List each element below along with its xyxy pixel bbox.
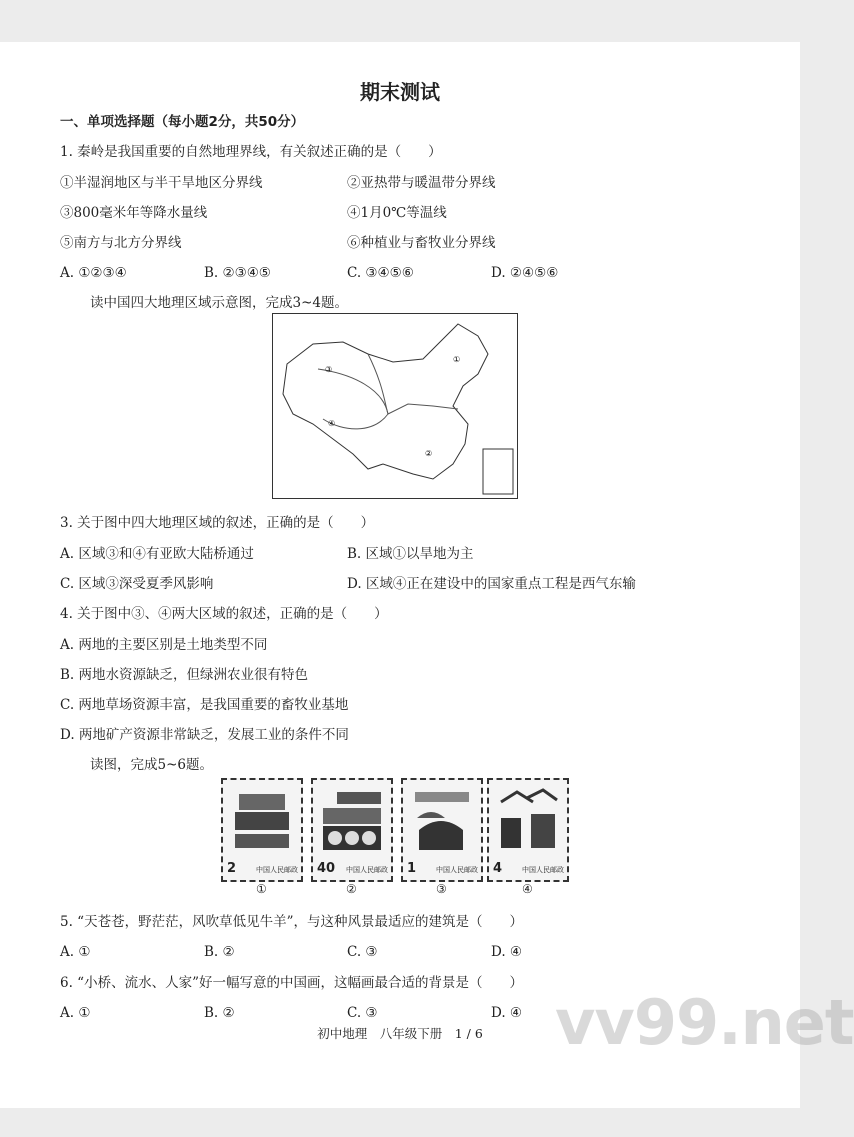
building-icon [231, 788, 293, 850]
map-outline-icon [273, 314, 517, 498]
stamp-value: 4 [493, 861, 503, 876]
question-4: 4. 关于图中③、④两大区域的叙述，正确的是（ ） [60, 606, 388, 622]
q1-option: B. ②③④⑤ [204, 265, 271, 281]
q4-option: B. 两地水资源缺乏，但绿洲农业很有特色 [60, 667, 309, 683]
q5-option: B. ② [204, 944, 235, 960]
region-2-label: ② [425, 449, 433, 458]
q5-option: A. ① [60, 944, 91, 960]
q4-option: C. 两地草场资源丰富，是我国重要的畜牧业基地 [60, 697, 349, 713]
q1-item: ④1月0℃等温线 [347, 205, 447, 221]
q1-item: ③800毫米年等降水量线 [60, 205, 208, 221]
stamp-post: 中国人民邮政 [522, 866, 564, 874]
q1-option: C. ③④⑤⑥ [347, 265, 414, 281]
page-title: 期末测试 [360, 80, 440, 104]
q3-option: C. 区域③深受夏季风影响 [60, 576, 214, 592]
question-6: 6. “小桥、流水、人家”好一幅写意的中国画，这幅画最合适的背景是（ ） [60, 975, 523, 991]
q4-option: D. 两地矿产资源非常缺乏，发展工业的条件不同 [60, 727, 349, 743]
q1-option: D. ②④⑤⑥ [491, 265, 559, 281]
stamp-value: 2 [227, 861, 237, 876]
q5-option: C. ③ [347, 944, 378, 960]
stamp-post: 中国人民邮政 [436, 866, 478, 874]
watermark: vv99.net [555, 986, 854, 1059]
instruction: 读中国四大地理区域示意图，完成3~4题。 [90, 295, 348, 311]
stamp-label: ① [256, 882, 267, 896]
stamps-figure [219, 778, 569, 900]
q3-option: A. 区域③和④有亚欧大陆桥通过 [60, 546, 254, 562]
q3-option: D. 区域④正在建设中的国家重点工程是西气东输 [347, 576, 636, 592]
q1-option: A. ①②③④ [60, 265, 127, 281]
q1-item: ⑤南方与北方分界线 [60, 235, 182, 251]
page-footer: 初中地理 八年级下册 1 / 6 [317, 1026, 483, 1041]
q6-option: A. ① [60, 1005, 91, 1021]
stamp-label: ② [346, 882, 357, 896]
region-4-label: ④ [328, 419, 336, 428]
stamp-value: 1 [407, 861, 417, 876]
yurt-icon [411, 788, 473, 850]
section-heading: 一、单项选择题（每小题2分，共50分） [60, 114, 305, 130]
q1-item: ①半湿润地区与半干旱地区分界线 [60, 175, 263, 191]
stamp-post: 中国人民邮政 [346, 866, 388, 874]
stamp-4 [487, 778, 569, 882]
region-3-label: ③ [325, 365, 333, 374]
question-5: 5. “天苍苍，野茫茫，风吹草低见牛羊”，与这种风景最适应的建筑是（ ） [60, 914, 523, 930]
cave-dwelling-icon [321, 788, 383, 850]
q1-item: ⑥种植业与畜牧业分界线 [347, 235, 496, 251]
stamp-3 [401, 778, 483, 882]
stamp-1 [221, 778, 303, 882]
q5-option: D. ④ [491, 944, 523, 960]
question-3: 3. 关于图中四大地理区域的叙述，正确的是（ ） [60, 515, 375, 531]
stamp-label: ③ [436, 882, 447, 896]
question-1: 1. 秦岭是我国重要的自然地理界线，有关叙述正确的是（ ） [60, 144, 442, 160]
q6-option: D. ④ [491, 1005, 523, 1021]
stamp-label: ④ [522, 882, 533, 896]
stamp-2 [311, 778, 393, 882]
stamp-value: 40 [317, 861, 336, 876]
instruction: 读图，完成5~6题。 [90, 757, 213, 773]
q3-option: B. 区域①以旱地为主 [347, 546, 474, 562]
q6-option: B. ② [204, 1005, 235, 1021]
region-1-label: ① [453, 355, 461, 364]
china-regions-map [272, 313, 518, 499]
water-town-house-icon [497, 788, 559, 850]
stamp-post: 中国人民邮政 [256, 866, 298, 874]
q6-option: C. ③ [347, 1005, 378, 1021]
q4-option: A. 两地的主要区别是土地类型不同 [60, 637, 268, 653]
q1-item: ②亚热带与暖温带分界线 [347, 175, 496, 191]
